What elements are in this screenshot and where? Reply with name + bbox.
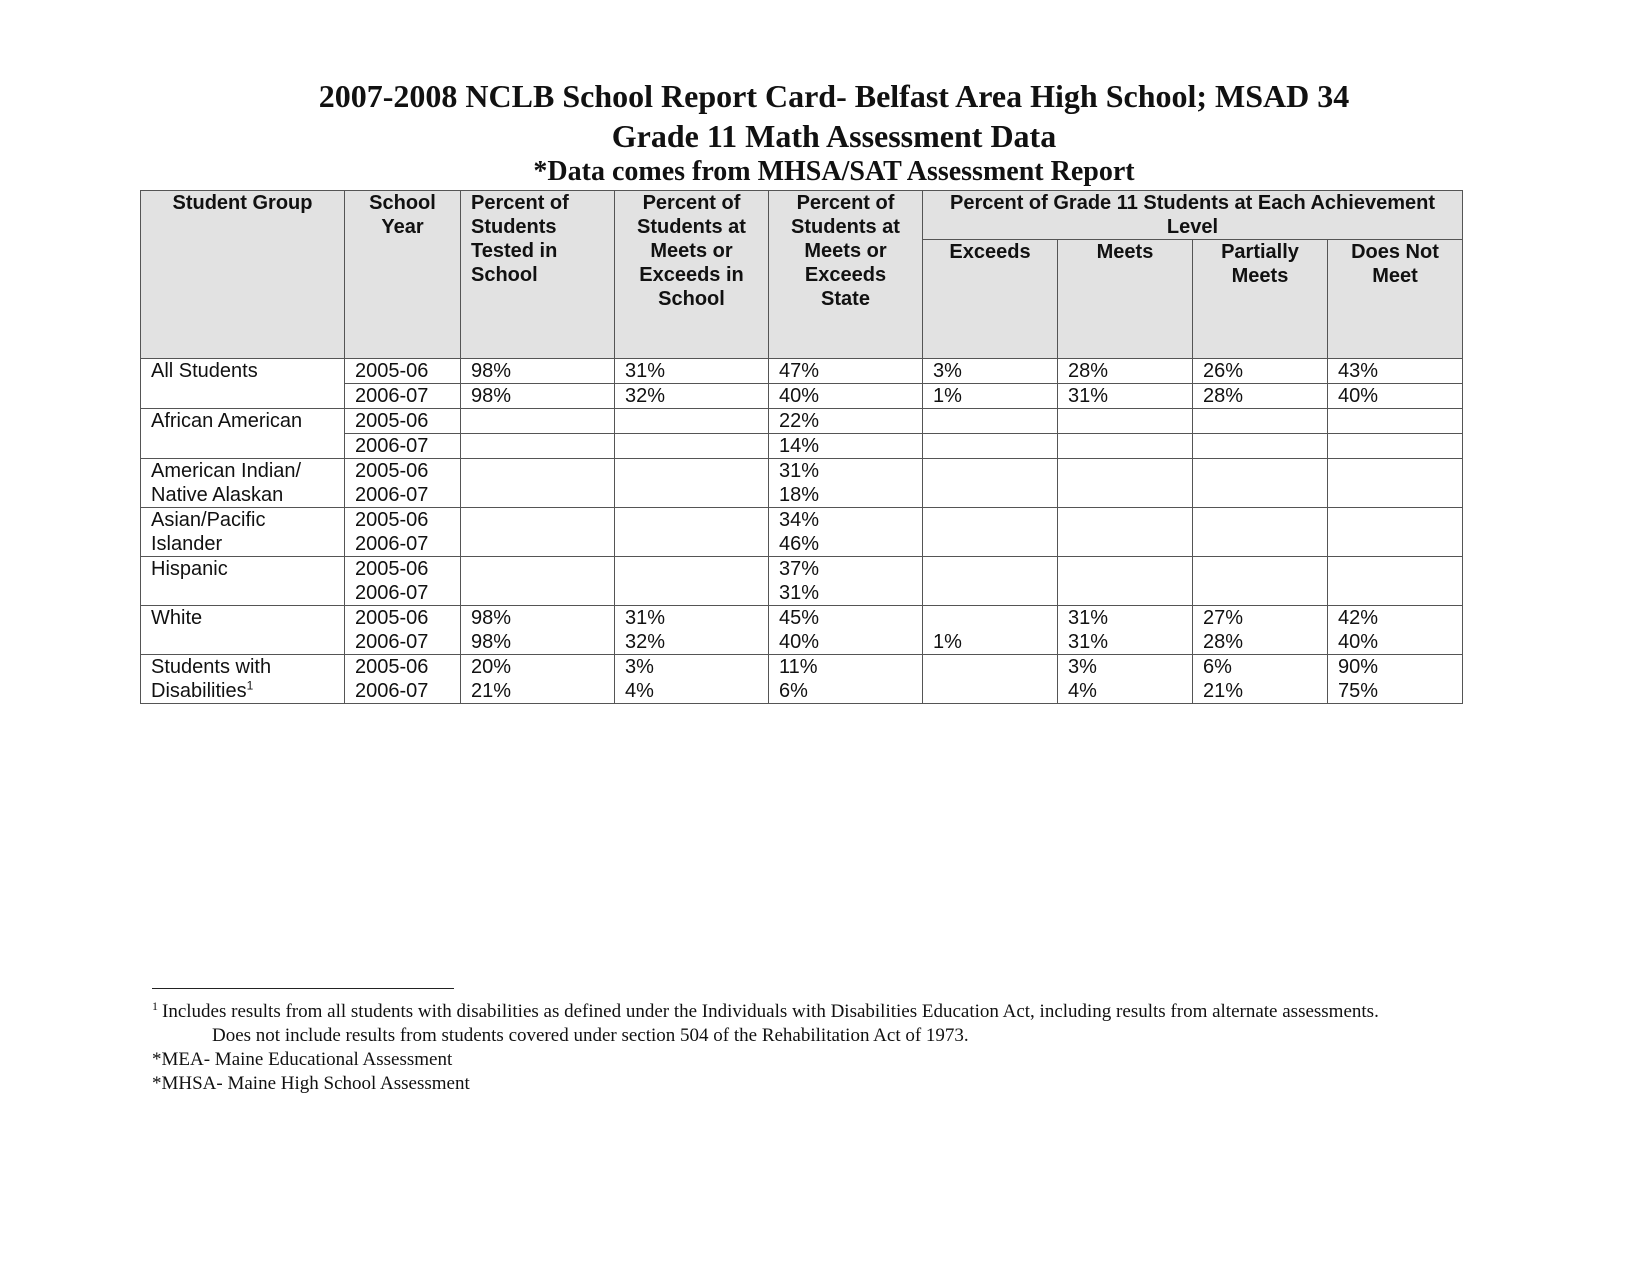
cell-partially [1193,459,1328,484]
cell-school: 31% [615,606,769,631]
cell-tested [461,581,615,606]
cell-year: 2005-06 [345,557,461,582]
header-meets: Meets [1058,240,1193,359]
cell-does-not: 75% [1328,679,1463,704]
report-subtitle: Grade 11 Math Assessment Data [611,118,1057,154]
cell-meets: 31% [1058,630,1193,655]
cell-does-not: 43% [1328,359,1463,384]
cell-exceeds [923,409,1058,434]
header-achievement-level: Percent of Grade 11 Students at Each Achievement Level [923,191,1463,240]
cell-meets [1058,508,1193,533]
cell-partially [1193,508,1328,533]
cell-tested [461,532,615,557]
cell-school [615,581,769,606]
cell-state: 31% [769,581,923,606]
student-group-cell [141,508,345,557]
cell-meets [1058,532,1193,557]
header-row-1 [141,191,1463,240]
cell-year: 2005-06 [345,606,461,631]
table-row [141,409,1463,434]
cell-exceeds: 1% [923,384,1058,409]
cell-tested [461,483,615,508]
cell-tested [461,434,615,459]
cell-year: 2006-07 [345,384,461,409]
table-row [141,359,1463,384]
cell-meets: 31% [1058,384,1193,409]
table-row [141,606,1463,631]
cell-year: 2006-07 [345,483,461,508]
footnote-marker: 1 [152,999,158,1013]
cell-partially [1193,483,1328,508]
cell-partially: 28% [1193,630,1328,655]
header-exceeds: Exceeds [923,240,1058,359]
cell-partially: 28% [1193,384,1328,409]
cell-year: 2005-06 [345,508,461,533]
report-title-block [0,76,1650,188]
cell-exceeds [923,459,1058,484]
table-row [141,655,1463,680]
cell-tested [461,409,615,434]
cell-meets [1058,434,1193,459]
header-student-group: Student Group [141,191,345,359]
cell-does-not [1328,459,1463,484]
footnote-rule [152,988,454,989]
cell-state: 40% [769,384,923,409]
cell-meets [1058,459,1193,484]
cell-tested [461,508,615,533]
student-group-cell [141,359,345,409]
cell-meets [1058,581,1193,606]
cell-exceeds [923,581,1058,606]
cell-exceeds: 3% [923,359,1058,384]
footnote-1-continued: Does not include results from students covered under section 504 of the Rehabilitation Act of 1973. [212,1025,969,1046]
cell-year: 2005-06 [345,459,461,484]
cell-school [615,557,769,582]
student-group-cell [141,409,345,459]
cell-state: 31% [769,459,923,484]
cell-exceeds [923,606,1058,631]
student-group-name: American Indian/ Native Alaskan [151,460,302,506]
cell-does-not [1328,409,1463,434]
table-row [141,508,1463,533]
footnote-mhsa: *MHSA- Maine High School Assessment [152,1073,470,1094]
cell-partially [1193,409,1328,434]
cell-tested: 98% [461,359,615,384]
cell-does-not [1328,581,1463,606]
student-group-cell [141,459,345,508]
student-group-cell [141,655,345,704]
cell-year: 2006-07 [345,434,461,459]
cell-state: 40% [769,630,923,655]
cell-partially: 21% [1193,679,1328,704]
student-group-name: White [151,607,203,629]
cell-does-not [1328,557,1463,582]
cell-state: 45% [769,606,923,631]
cell-year: 2006-07 [345,679,461,704]
table-row [141,459,1463,484]
cell-does-not [1328,532,1463,557]
cell-tested: 21% [461,679,615,704]
student-group-name: Students with Disabilities [151,656,272,702]
cell-does-not [1328,483,1463,508]
cell-tested [461,459,615,484]
cell-state: 47% [769,359,923,384]
footnotes [152,1000,1552,1096]
cell-state: 34% [769,508,923,533]
footnote-1 [152,1000,1552,1024]
report-title: 2007-2008 NCLB School Report Card- Belfast Area High School; MSAD 34 [318,78,1350,114]
header-does-not-meet: Does Not Meet [1328,240,1463,359]
cell-state: 46% [769,532,923,557]
cell-school [615,434,769,459]
cell-exceeds [923,655,1058,680]
cell-exceeds [923,532,1058,557]
cell-exceeds [923,483,1058,508]
student-group-name: Asian/Pacific Islander [151,509,266,555]
cell-state: 37% [769,557,923,582]
cell-does-not: 40% [1328,630,1463,655]
cell-does-not [1328,434,1463,459]
cell-school: 31% [615,359,769,384]
cell-tested: 98% [461,606,615,631]
cell-school [615,483,769,508]
student-group-name: African American [151,410,303,432]
cell-partially: 27% [1193,606,1328,631]
cell-partially [1193,557,1328,582]
header-meets-state: Percent of Students at Meets or Exceeds State [769,191,923,359]
student-group-cell [141,606,345,655]
cell-state: 14% [769,434,923,459]
cell-tested: 98% [461,630,615,655]
cell-school: 3% [615,655,769,680]
cell-partially [1193,581,1328,606]
header-tested: Percent of Students Tested in School [461,191,615,359]
cell-meets: 31% [1058,606,1193,631]
cell-meets: 3% [1058,655,1193,680]
cell-state: 6% [769,679,923,704]
cell-school: 4% [615,679,769,704]
cell-state: 11% [769,655,923,680]
cell-meets: 28% [1058,359,1193,384]
cell-does-not: 40% [1328,384,1463,409]
cell-exceeds [923,434,1058,459]
cell-school [615,409,769,434]
cell-year: 2006-07 [345,581,461,606]
header-school-year: School Year [345,191,461,359]
cell-school [615,532,769,557]
cell-exceeds [923,557,1058,582]
cell-state: 18% [769,483,923,508]
student-group-name: All Students [151,360,258,382]
cell-meets [1058,557,1193,582]
student-group-name: Hispanic [151,558,228,580]
footnote-mea: *MEA- Maine Educational Assessment [152,1049,453,1070]
cell-tested: 20% [461,655,615,680]
cell-tested [461,557,615,582]
cell-partially: 6% [1193,655,1328,680]
table-body [141,359,1463,704]
cell-school: 32% [615,630,769,655]
cell-partially [1193,434,1328,459]
cell-year: 2006-07 [345,532,461,557]
report-source-note: *Data comes from MHSA/SAT Assessment Report [533,156,1135,187]
cell-school [615,508,769,533]
cell-exceeds: 1% [923,630,1058,655]
cell-state: 22% [769,409,923,434]
cell-school [615,459,769,484]
cell-does-not: 42% [1328,606,1463,631]
footnote-ref: 1 [246,678,254,693]
cell-tested: 98% [461,384,615,409]
footnote-1-text: Includes results from all students with disabilities as defined under the Individuals with Disabilities Education Act, including results from alternate assessments. [162,1001,1379,1022]
table-row [141,557,1463,582]
cell-meets: 4% [1058,679,1193,704]
cell-school: 32% [615,384,769,409]
cell-meets [1058,483,1193,508]
assessment-table [140,190,1463,704]
cell-partially [1193,532,1328,557]
cell-year: 2006-07 [345,630,461,655]
student-group-cell [141,557,345,606]
cell-exceeds [923,679,1058,704]
cell-meets [1058,409,1193,434]
cell-does-not [1328,508,1463,533]
header-partially-meets: Partially Meets [1193,240,1328,359]
cell-partially: 26% [1193,359,1328,384]
cell-year: 2005-06 [345,409,461,434]
header-meets-school: Percent of Students at Meets or Exceeds in School [615,191,769,359]
cell-exceeds [923,508,1058,533]
cell-year: 2005-06 [345,359,461,384]
cell-year: 2005-06 [345,655,461,680]
cell-does-not: 90% [1328,655,1463,680]
